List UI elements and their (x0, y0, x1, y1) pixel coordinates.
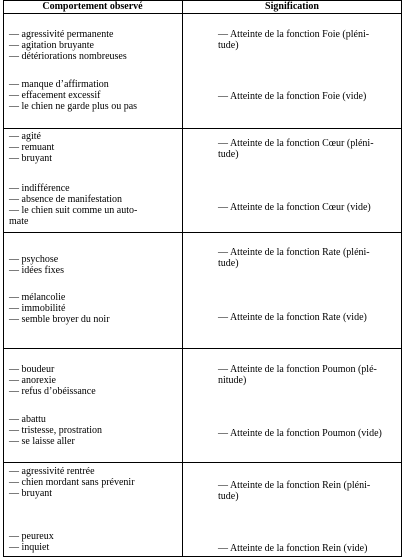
meaning-cell-rein-plenitude: — Atteinte de la fonction Rein (pléni- tude) (218, 480, 371, 502)
header-behavior: Comportement observé (42, 1, 143, 12)
meaning-cell-rate-plenitude: — Atteinte de la fonction Rate (pléni- tude) (218, 247, 370, 269)
behavior-cell-rein-plenitude: — agressivité rentrée — chien mordant sans prévenir — bruyant (9, 466, 135, 499)
behavior-cell-rate-vide: — mélancolie — immobilité — semble broyer du noir (9, 292, 110, 325)
meaning-cell-foie-plenitude: — Atteinte de la fonction Foie (pléni- tude) (218, 29, 370, 51)
row-divider-rate-poumon (3, 348, 402, 349)
meaning-cell-coeur-vide: — Atteinte de la fonction Cœur (vide) (218, 202, 371, 213)
table-left-border (3, 0, 4, 557)
header-divider (3, 13, 402, 14)
behavior-cell-poumon-plenitude: — boudeur — anorexie — refus d’obéissance (9, 364, 96, 397)
row-divider-foie-coeur (3, 128, 402, 129)
behavior-cell-rate-plenitude: — psychose — idées fixes (9, 254, 64, 276)
behavior-cell-foie-vide: — manque d’affirmation — effacement excessif — le chien ne garde plus ou pas (9, 79, 138, 112)
meaning-cell-rein-vide: — Atteinte de la fonction Rein (vide) (218, 543, 368, 554)
header-meaning: Signification (265, 1, 319, 12)
meaning-cell-foie-vide: — Atteinte de la fonction Foie (vide) (218, 91, 367, 102)
meaning-cell-poumon-vide: — Atteinte de la fonction Poumon (vide) (218, 428, 382, 439)
row-divider-coeur-rate (3, 232, 402, 233)
behavior-cell-coeur-plenitude: — agité — remuant — bruyant (9, 131, 55, 164)
behavior-cell-poumon-vide: — abattu — tristesse, prostration — se laisse aller (9, 414, 103, 447)
meaning-cell-poumon-plenitude: — Atteinte de la fonction Poumon (plé- nitude) (218, 364, 377, 386)
behavior-cell-rein-vide: — peureux — inquiet (9, 531, 54, 553)
meaning-cell-rate-vide: — Atteinte de la fonction Rate (vide) (218, 312, 367, 323)
meaning-cell-coeur-plenitude: — Atteinte de la fonction Cœur (pléni- tude) (218, 138, 374, 160)
behavior-cell-foie-plenitude: — agressivité permanente — agitation bruyante — détériorations nombreuses (9, 29, 127, 62)
row-divider-poumon-rein (3, 462, 402, 463)
column-divider (182, 0, 183, 557)
behavior-cell-coeur-vide: — indifférence — absence de manifestation — le chien suit comme un auto- mate (9, 183, 138, 227)
